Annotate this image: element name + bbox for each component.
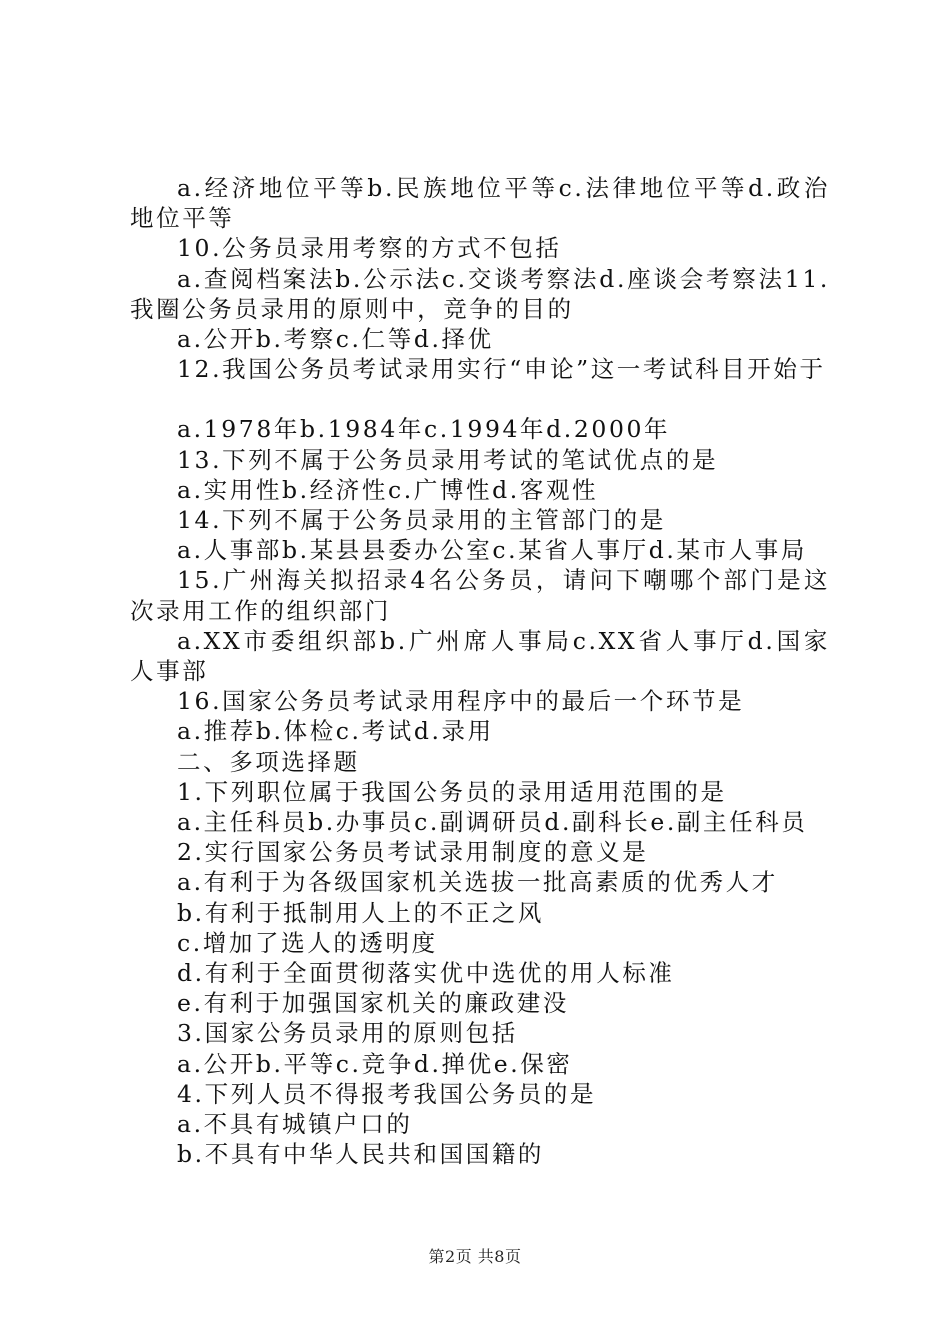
answer-options-q10-and-question-11: a.查阅档案法b.公示法c.交谈考察法d.座谈会考察法11.我圈公务员录用的原则中，竞争的目的 <box>130 264 830 323</box>
multi-question-1: 1.下列职位属于我国公务员的录用适用范围的是 <box>177 777 727 806</box>
answer-options-q13: a.实用性b.经济性c.广博性d.客观性 <box>177 475 599 504</box>
answer-options-q14: a.人事部b.某县县委办公室c.某省人事厅d.某市人事局 <box>177 536 807 565</box>
answer-options-q11: a.公开b.考察c.仁等d.择优 <box>177 325 494 354</box>
answer-options-q12: a.1978年b.1984年c.1994年d.2000年 <box>177 415 671 444</box>
question-16: 16.国家公务员考试录用程序中的最后一个环节是 <box>177 687 745 716</box>
section-heading-multiple-choice: 二、多项选择题 <box>177 747 360 776</box>
multi-answer-option-q2-a: a.有利于为各级国家机关选拔一批高素质的优秀人才 <box>177 868 778 897</box>
multi-answer-option-q4-b: b.不具有中华人民共和国国籍的 <box>177 1140 545 1169</box>
multi-answer-options-q3: a.公开b.平等c.竞争d.掸优e.保密 <box>177 1049 573 1078</box>
multi-answer-option-q2-e: e.有利于加强国家机关的廉政建没 <box>177 989 569 1018</box>
answer-options-q15: a.XX市委组织部b.广州席人事局c.XX省人事厅d.国家人事部 <box>130 626 830 686</box>
document-body <box>130 173 830 1170</box>
page-number-label: 第2页 共8页 <box>428 1247 522 1266</box>
question-15: 15.广州海关拟招录4名公务员，请问下嘲哪个部门是这次录用工作的组织部门 <box>130 566 830 625</box>
page-footer <box>0 1244 950 1267</box>
multi-answer-option-q2-d: d.有利于全面贯彻落实优中选优的用人标准 <box>177 959 675 988</box>
answer-options-q16: a.推荐b.体检c.考试d.录用 <box>177 717 494 746</box>
multi-question-3: 3.国家公务员录用的原则包括 <box>177 1019 518 1048</box>
multi-question-2: 2.实行国家公务员考试录用制度的意义是 <box>177 838 649 867</box>
multi-answer-option-q4-a: a.不具有城镇户口的 <box>177 1110 413 1139</box>
question-12: 12.我国公务员考试录用实行“申论”这一考试科目开始于 <box>177 355 826 384</box>
multi-answer-options-q1: a.主任科员b.办事员c.副调研员d.副科长e.副主任科员 <box>177 808 808 837</box>
multi-answer-option-q2-b: b.有利于抵制用人上的不正之风 <box>177 898 545 927</box>
answer-options-q9: a.经济地位平等b.民族地位平等c.法律地位平等d.政治地位平等 <box>130 174 830 233</box>
question-10: 10.公务员录用考察的方式不包括 <box>177 234 562 263</box>
multi-answer-option-q2-c: c.增加了选人的透明度 <box>177 928 438 957</box>
question-14: 14.下列不属于公务员录用的主管部门的是 <box>177 506 666 535</box>
question-13: 13.下列不属于公务员录用考试的笔试优点的是 <box>177 445 719 474</box>
multi-question-4: 4.下列人员不得报考我国公务员的是 <box>177 1079 597 1108</box>
